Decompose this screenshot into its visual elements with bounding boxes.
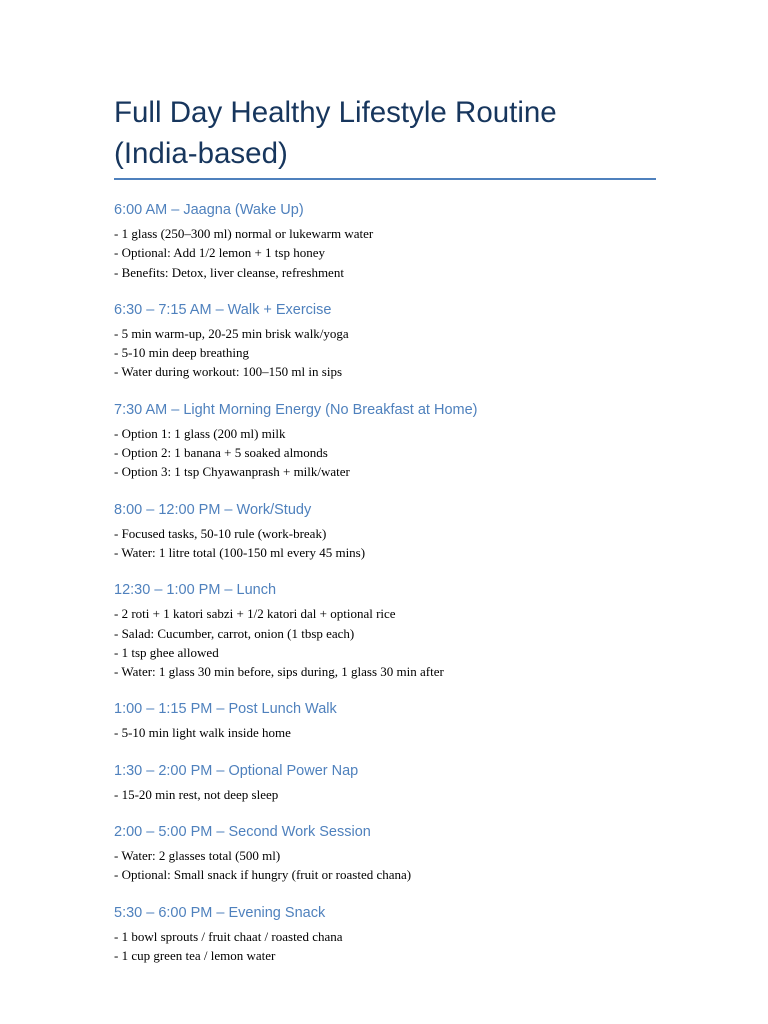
section-line: - Water: 1 litre total (100-150 ml every 45 mins) xyxy=(114,544,366,560)
section-line: - Option 3: 1 tsp Chyawanprash + milk/water xyxy=(114,464,350,480)
section-line: - 1 glass (250–300 ml) normal or lukewarm water xyxy=(114,226,374,241)
section-line: - 1 bowl sprouts / fruit chaat / roasted chana xyxy=(114,928,343,944)
section-lines xyxy=(114,324,656,382)
section-line: - Optional: Small snack if hungry (fruit or roasted chana) xyxy=(114,867,412,883)
routine-section xyxy=(114,201,656,282)
section-line: - Option 2: 1 banana + 5 soaked almonds xyxy=(114,445,328,461)
routine-section xyxy=(114,581,656,681)
section-heading: 7:30 AM – Light Morning Energy (No Breakfast at Home) xyxy=(114,401,478,418)
section-heading: 12:30 – 1:00 PM – Lunch xyxy=(114,582,277,599)
routine-section xyxy=(114,401,656,482)
section-line: - 15-20 min rest, not deep sleep xyxy=(114,786,279,802)
section-lines xyxy=(114,927,656,966)
section-line: - Water: 1 glass 30 min before, sips during, 1 glass 30 min after xyxy=(114,664,444,680)
section-line: - 5-10 min light walk inside home xyxy=(114,725,291,741)
section-lines xyxy=(114,846,656,885)
routine-section xyxy=(114,700,656,742)
section-line: - 5-10 min deep breathing xyxy=(114,345,250,361)
section-line: - Benefits: Detox, liver cleanse, refreshment xyxy=(114,264,344,280)
section-heading: 6:00 AM – Jaagna (Wake Up) xyxy=(114,202,304,218)
document-page xyxy=(114,92,656,965)
routine-sections xyxy=(114,201,656,965)
routine-section xyxy=(114,301,656,382)
section-lines xyxy=(114,524,656,563)
section-line: - Focused tasks, 50-10 rule (work-break) xyxy=(114,525,327,541)
section-line: - 1 cup green tea / lemon water xyxy=(114,947,276,963)
section-line: - Salad: Cucumber, carrot, onion (1 tbsp each) xyxy=(114,625,355,641)
section-line: - Option 1: 1 glass (200 ml) milk xyxy=(114,425,286,441)
document-title xyxy=(114,92,656,178)
title-line-2: (India-based) xyxy=(114,137,288,170)
title-line-1: Full Day Healthy Lifestyle Routine xyxy=(114,96,557,129)
routine-section xyxy=(114,501,656,563)
section-line: - 5 min warm-up, 20-25 min brisk walk/yoga xyxy=(114,325,349,341)
section-lines xyxy=(114,723,656,742)
section-line: - Optional: Add 1/2 lemon + 1 tsp honey xyxy=(114,245,325,261)
section-heading: 2:00 – 5:00 PM – Second Work Session xyxy=(114,824,371,841)
section-line: - 1 tsp ghee allowed xyxy=(114,644,219,660)
section-lines xyxy=(114,604,656,681)
routine-section xyxy=(114,904,656,966)
section-line: - Water during workout: 100–150 ml in sips xyxy=(114,364,343,380)
section-lines xyxy=(114,224,656,282)
routine-section xyxy=(114,823,656,885)
section-heading: 5:30 – 6:00 PM – Evening Snack xyxy=(114,904,326,921)
section-heading: 1:30 – 2:00 PM – Optional Power Nap xyxy=(114,762,359,779)
section-lines xyxy=(114,785,656,804)
section-line: - Water: 2 glasses total (500 ml) xyxy=(114,848,281,864)
routine-section xyxy=(114,762,656,804)
section-line: - 2 roti + 1 katori sabzi + 1/2 katori dal + optional rice xyxy=(114,606,396,622)
section-heading: 8:00 – 12:00 PM – Work/Study xyxy=(114,501,312,518)
title-underline xyxy=(114,178,656,180)
section-heading: 6:30 – 7:15 AM – Walk + Exercise xyxy=(114,301,332,318)
section-heading: 1:00 – 1:15 PM – Post Lunch Walk xyxy=(114,701,337,718)
section-lines xyxy=(114,424,656,482)
